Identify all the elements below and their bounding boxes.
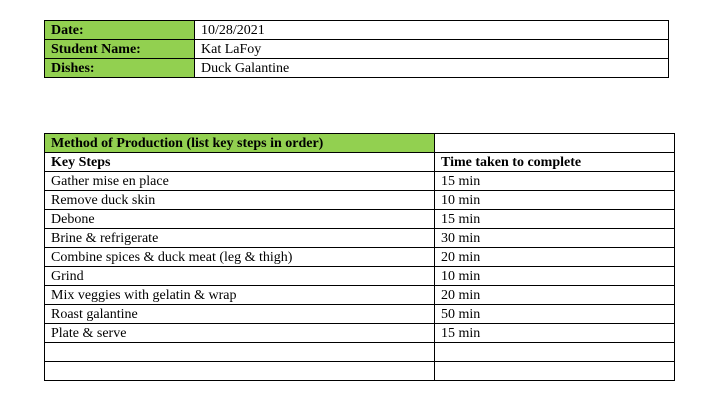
step-cell (45, 343, 435, 362)
time-cell: 10 min (435, 191, 675, 210)
step-cell: Mix veggies with gelatin & wrap (45, 286, 435, 305)
step-cell: Roast galantine (45, 305, 435, 324)
time-cell: 15 min (435, 210, 675, 229)
info-row-dishes (45, 59, 669, 78)
step-cell: Brine & refrigerate (45, 229, 435, 248)
table-row (45, 229, 675, 248)
step-cell: Combine spices & duck meat (leg & thigh) (45, 248, 435, 267)
time-cell: 20 min (435, 286, 675, 305)
time-cell: 15 min (435, 172, 675, 191)
info-row-date (45, 21, 669, 40)
dishes-label: Dishes: (45, 59, 195, 78)
step-cell: Grind (45, 267, 435, 286)
method-title-row (45, 134, 675, 153)
table-row (45, 362, 675, 381)
method-header-row (45, 153, 675, 172)
method-table (44, 133, 675, 381)
dishes-value: Duck Galantine (195, 59, 669, 78)
time-cell (435, 362, 675, 381)
date-value: 10/28/2021 (195, 21, 669, 40)
table-row (45, 305, 675, 324)
student-name-label: Student Name: (45, 40, 195, 59)
time-cell: 15 min (435, 324, 675, 343)
time-cell: 30 min (435, 229, 675, 248)
table-row (45, 172, 675, 191)
table-row (45, 267, 675, 286)
step-cell: Remove duck skin (45, 191, 435, 210)
step-cell: Gather mise en place (45, 172, 435, 191)
table-row (45, 210, 675, 229)
table-row (45, 286, 675, 305)
time-cell: 20 min (435, 248, 675, 267)
time-cell: 10 min (435, 267, 675, 286)
table-row (45, 248, 675, 267)
table-row (45, 191, 675, 210)
time-header: Time taken to complete (435, 153, 675, 172)
step-cell: Debone (45, 210, 435, 229)
info-row-student-name (45, 40, 669, 59)
table-row (45, 324, 675, 343)
step-cell (45, 362, 435, 381)
key-steps-header: Key Steps (45, 153, 435, 172)
date-label: Date: (45, 21, 195, 40)
student-name-value: Kat LaFoy (195, 40, 669, 59)
time-cell: 50 min (435, 305, 675, 324)
method-title: Method of Production (list key steps in order) (45, 134, 435, 153)
method-title-right (435, 134, 675, 153)
table-row (45, 343, 675, 362)
time-cell (435, 343, 675, 362)
step-cell: Plate & serve (45, 324, 435, 343)
info-table (44, 20, 669, 78)
